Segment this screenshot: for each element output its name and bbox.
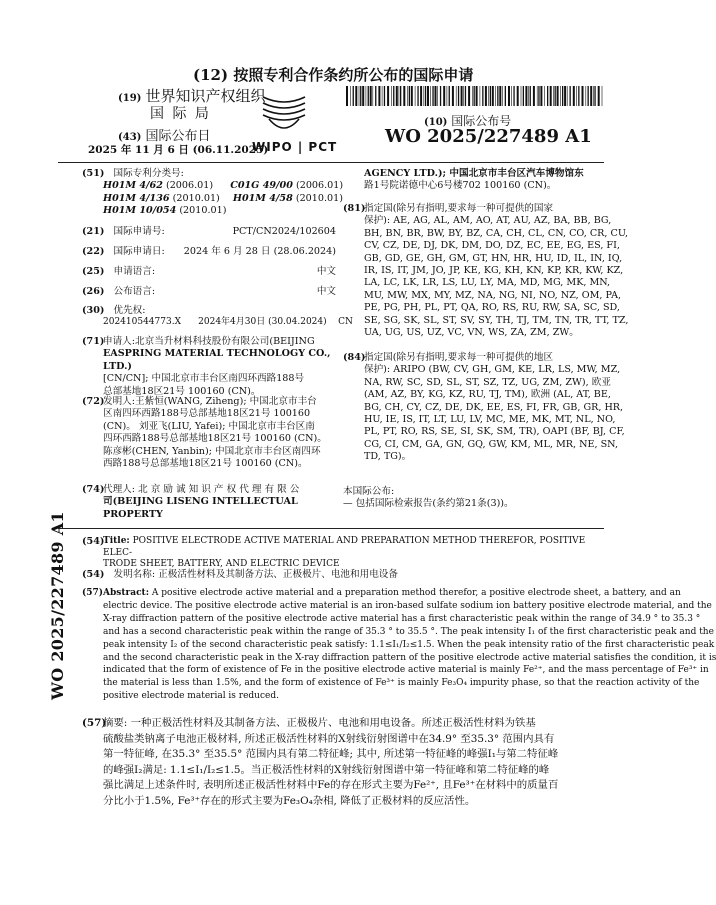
ipc-2a-date: (2010.01) (169, 192, 220, 204)
code-10: (10) (424, 117, 448, 128)
agent-line-1: 代理人: 北 京 励 诚 知 识 产 权 代 理 有 限 公 (103, 484, 300, 495)
label-21: 国际申请号: (113, 226, 165, 237)
ipc-line-3 (103, 205, 352, 217)
regional-states-line-4: (AM, AZ, BY, KG, KZ, RU, TJ, TM), 欧洲 (AL, AT, BE, (364, 389, 611, 401)
abstract-en-line-9: positive electrode material is reduced. (103, 691, 279, 702)
designated-states-line-9: PE, PG, PH, PL, PT, QA, RO, RS, RU, RW, SA, SC, SD, (364, 302, 620, 314)
pub-date: 2025 年 11 月 6 日 (06.11.2025) (88, 144, 269, 156)
mid-rule (58, 528, 604, 529)
bureau: 国 际 局 (150, 106, 211, 122)
applicant-line-2: EASPRING MATERIAL TECHNOLOGY CO., LTD.) (103, 348, 331, 372)
field-84 (343, 352, 625, 464)
intl-app-no: PCT/CN2024/102604 (232, 226, 336, 237)
ipc-2b: H01M 4/58 (232, 192, 293, 204)
ipc-line-2 (103, 193, 352, 205)
wipo-logo-icon (255, 89, 313, 147)
ipc-1b: C01G 49/00 (230, 180, 293, 192)
abstract-zh-line-5: 强比满足上述条件时, 表明所述正极活性材料中Fe的存在形式主要为Fe²⁺, 且Fe³⁺在材料中的质量百 (103, 779, 559, 792)
regional-states-line-7: PL, PT, RO, RS, SE, SI, SK, SM, TR), OAPI (BF, BJ, CF, (364, 426, 625, 438)
abstract-zh-line-4: 的峰强I₂满足: 1.1≤I₁/I₂≤1.5。当正极活性材料的X射线衍射图谱中第一特征峰和第二特征峰的峰 (103, 763, 550, 776)
designated-states-line-4: CV, CZ, DE, DJ, DK, DM, DO, DZ, EC, EE, EG, ES, FI, (364, 240, 620, 252)
designated-states-line-1: 指定国(除另有指明,要求每一种可提供的国家 (364, 203, 554, 214)
code-22: (22) (82, 246, 105, 257)
code-54-zh: (54) (82, 569, 105, 580)
ipc-1b-date: (2006.01) (292, 180, 344, 192)
code-21: (21) (82, 226, 105, 237)
pub-date-label: 国际公布日 (145, 129, 211, 144)
abstract-zh-line-6: 分比小于1.5%, Fe³⁺存在的形式主要为Fe₃O₄杂相, 降低了正极材料的反应活性。 (103, 794, 476, 807)
field-21 (82, 226, 336, 238)
title-en-label: Title: (103, 536, 130, 546)
ipc-3a-date: (2010.01) (176, 205, 227, 217)
ipc-2a: H01M 4/136 (103, 192, 170, 204)
ipc-1a: H01M 4/62 (103, 180, 163, 192)
inventor-line-1: 发明人:王紫恒(WANG, Ziheng); 中国北京市丰台 (103, 396, 317, 407)
code-12: (12) (193, 66, 229, 84)
inventor-line-3: (CN)。 刘亚飞(LIU, Yafei); 中国北京市丰台区南 (103, 420, 315, 432)
label-51: 国际专利分类号: (113, 168, 184, 179)
abstract-en-line-1 (103, 587, 681, 600)
applicant-line-4: 总部基地18区21号 100160 (CN)。 (103, 385, 261, 397)
title-en-line-1: POSITIVE ELECTRODE ACTIVE MATERIAL AND PREPARATION METHOD THEREFOR, POSITIVE ELEC- (103, 536, 586, 558)
field-72 (82, 396, 352, 470)
regional-states-line-3: NA, RW, SC, SD, SL, ST, SZ, TZ, UG, ZM, ZW), 欧亚 (364, 376, 611, 388)
agent-line-2: 司(BEIJING LISENG INTELLECTUAL PROPERTY (103, 496, 298, 520)
label-26: 公布语言: (113, 286, 156, 297)
inventor-line-2: 区南四环西路188号总部基地18区21号 100160 (103, 408, 311, 420)
designated-states-line-10: SE, SG, SK, SL, ST, SV, SY, TH, TJ, TM, TN, TR, TT, TZ, (364, 314, 629, 326)
code-57-en: (57) (82, 588, 104, 598)
abstract-en-line-2: electric device. The positive electrode active material is an iron-based sulfate sodium ion battery positive electrode material, and the (103, 600, 712, 611)
code-57-zh: (57) (82, 717, 107, 729)
regional-states-line-1: 指定国(除另有指明,要求每一种可提供的地区 (364, 352, 554, 363)
agency-line-2: 路1号院诺德中心6号楼702 100160 (CN)。 (364, 180, 557, 192)
designated-states-line-8: MU, MW, MX, MY, MZ, NA, NG, NI, NO, NZ, OM, PA, (364, 289, 622, 301)
doc-type-title: 按照专利合作条约所公布的国际申请 (233, 66, 474, 84)
label-30: 优先权: (113, 305, 146, 316)
code-74: (74) (82, 484, 105, 495)
intl-filing-date: 2024 年 6 月 28 日 (28.06.2024) (183, 246, 336, 257)
barcode-icon (346, 86, 602, 106)
abstract-zh-line-2: 硫酸盐类钠离子电池正极材料, 所述正极活性材料的X射线衍射图谱中在34.9° 至35.3° 范围内具有 (103, 732, 555, 745)
field-71 (82, 336, 352, 398)
code-25: (25) (82, 266, 105, 277)
designated-states-line-7: LA, LC, LK, LR, LS, LU, LY, MA, MD, MG, MK, MN, (364, 277, 611, 289)
filing-language: 中文 (316, 266, 336, 277)
code-84: (84) (343, 352, 366, 363)
agency-line-1: AGENCY LTD.); 中国北京市丰台区汽车博物馆东 (364, 168, 584, 179)
inventor-line-4: 四环西路188号总部基地18区21号 100160 (CN)。 (103, 433, 327, 445)
label-25: 申请语言: (113, 266, 156, 277)
inventor-line-5: 陈彦彬(CHEN, Yanbin); 中国北京市丰台区南四环 (103, 445, 321, 457)
designated-states-line-6: IR, IS, IT, JM, JO, JP, KE, KG, KH, KN, KP, KR, KW, KZ, (364, 265, 624, 277)
abstract-en-line-4: and has a second characteristic peak within the range of 35.3 ° to 35.5 °. The peak intensity I₁ of the first characteristic peak and the (103, 626, 714, 637)
label-22: 国际申请日: (113, 246, 165, 257)
code-51: (51) (82, 168, 105, 179)
priority-data: 202410544773.X 2024年4月30日 (30.04.2024) CN (103, 317, 353, 328)
abstract-zh-line-3: 第一特征峰, 在35.3° 至35.5° 范围内具有第二特征峰; 其中, 所述第一特征峰的峰强I₁与第二特征峰 (103, 748, 559, 761)
code-71: (71) (82, 336, 105, 347)
agency-continuation (364, 168, 608, 193)
title-en-line-2: TRODE SHEET, BATTERY, AND ELECTRIC DEVICE (103, 559, 340, 569)
inventor-line-6: 西路188号总部基地18区21号 100160 (CN)。 (103, 458, 308, 470)
code-26: (26) (82, 286, 105, 297)
abstract-en-line-5: peak intensity I₂ of the second characteristic peak satisfy: 1.1≤I₁/I₂≤1.5. When the peak intensity ratio of the first characteristic peak (103, 639, 715, 650)
code-43: (43) (118, 132, 142, 143)
regional-states-line-8: CG, CI, CM, GA, GN, GQ, GW, KM, ML, MR, NE, SN, (364, 438, 619, 450)
published-item: — 包括国际检索报告(条约第21条(3))。 (343, 498, 514, 510)
wipo-pct-text: WIPO | PCT (252, 140, 338, 154)
side-pub-no: WO 2025/227489 A1 (48, 511, 67, 700)
field-30 (82, 305, 352, 329)
regional-states-line-9: TD, TG)。 (364, 451, 412, 463)
designated-states-line-5: GB, GD, GE, GH, GM, GT, HN, HR, HU, ID, IL, IN, IQ, (364, 252, 623, 264)
designated-states-line-3: BH, BN, BR, BW, BY, BZ, CA, CH, CL, CN, CO, CR, CU, (364, 227, 629, 239)
header-rule (58, 162, 604, 163)
org-name: 世界知识产权组织 (145, 87, 266, 105)
field-22 (82, 246, 336, 258)
abstract-zh-line-1: 摘要: 一种正极活性材料及其制备方法、正极极片、电池和用电设备。所述正极活性材料为铁基 (103, 717, 536, 729)
field-74 (82, 484, 352, 521)
publication-language: 中文 (316, 286, 336, 297)
published-label: 本国际公布: (343, 486, 395, 497)
code-72: (72) (82, 396, 105, 407)
ipc-line-1 (103, 180, 352, 192)
title-en (82, 536, 604, 571)
code-54-en: (54) (82, 536, 105, 547)
field-81 (343, 203, 629, 339)
abstract-en-text: A positive electrode active material and a preparation method therefor, a positive electrode sheet, a battery, and an (151, 588, 681, 598)
abstract-en-line-7: indicated that the form of existence of Fe in the positive electrode active material is mainly Fe²⁺, and the mass percentage of Fe³⁺ in (103, 665, 709, 676)
abstract-en-line-6: and the second characteristic peak in the X-ray diffraction pattern of the positive electrode active material satisfies the condition, it is (103, 652, 716, 663)
applicant-line-1: 申请人:北京当升材料科技股份有限公司(BEIJING (103, 336, 315, 347)
abstract-en (82, 587, 716, 703)
doc-type-heading (193, 64, 473, 85)
designated-states-line-2: 保护): AE, AG, AL, AM, AO, AT, AU, AZ, BA, BB, BG, (364, 215, 612, 227)
field-51 (82, 168, 352, 218)
applicant-line-3: [CN/CN]; 中国北京市丰台区南四环西路188号 (103, 373, 305, 385)
pub-no: WO 2025/227489 A1 (385, 126, 592, 147)
ipc-1a-date: (2006.01) (162, 180, 214, 192)
abstract-en-line-3: X-ray diffraction pattern of the positive electrode active material has a first characteristic peak within the range of 34.9 ° to 35.3 ° (103, 613, 701, 624)
title-zh (82, 569, 604, 581)
field-25 (82, 266, 336, 278)
designated-states-line-11: UA, UG, US, UZ, VC, VN, WS, ZA, ZM, ZW。 (364, 327, 579, 339)
regional-states-line-6: HU, IE, IS, IT, LT, LU, LV, MC, ME, MK, MT, NL, NO, (364, 414, 616, 426)
abstract-en-line-8: the material is less than 1.5%, and the form of existence of Fe³⁺ is mainly Fe₃O₄ impurity phase, so that the reaction activity of the (103, 678, 700, 689)
title-zh-text: 发明名称: 正极活性材料及其制备方法、正极极片、电池和用电设备 (113, 569, 398, 580)
regional-states-line-2: 保护): ARIPO (BW, CV, GH, GM, KE, LR, LS, MW, MZ, (364, 364, 621, 376)
code-19: (19) (118, 93, 142, 104)
code-30: (30) (82, 305, 105, 316)
regional-states-line-5: BG, CH, CY, CZ, DE, DK, EE, ES, FI, FR, GB, GR, HR, (364, 401, 624, 413)
ipc-2b-date: (2010.01) (292, 192, 343, 204)
abstract-en-label: Abstract: (103, 588, 150, 598)
code-81: (81) (343, 203, 366, 214)
ipc-3a: H01M 10/054 (103, 205, 177, 217)
abstract-zh (82, 716, 604, 810)
field-26 (82, 286, 336, 298)
pub-no-label: 国际公布号 (451, 114, 512, 128)
published-block (343, 486, 607, 511)
